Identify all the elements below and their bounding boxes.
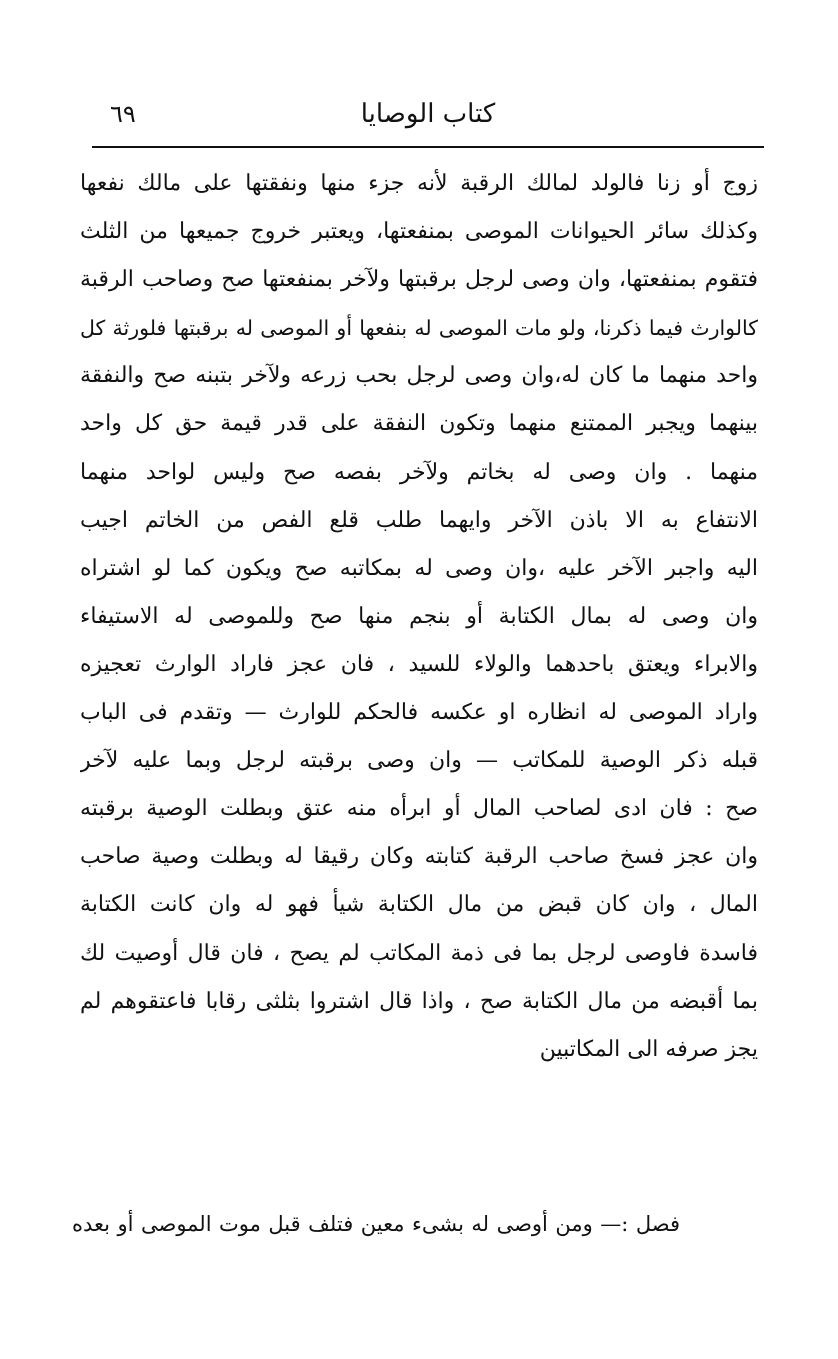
text-line: فاسدة فاوصى لرجل بما فى ذمة المكاتب لم يصح ، فان قال أوصيت لك	[80, 940, 758, 966]
running-title: كتاب الوصايا	[360, 99, 496, 129]
text-line: الانتفاع به الا باذن الآخر وايهما طلب قلع الفص من الخاتم اجيب	[80, 507, 758, 533]
text-line: واراد الموصى له انظاره او عكسه فالحكم للوارث — وتقدم فى الباب	[80, 700, 758, 726]
text-line: وان عجز فسخ صاحب الرقبة كتابته وكان رقيقا له وبطلت وصية صاحب	[80, 844, 758, 870]
text-line: يجز صرفه الى المكاتبين	[539, 1036, 758, 1062]
text-line: وكذلك سائر الحيوانات الموصى بمنفعتها، ويعتبر خروج جميعها من الثلث	[80, 219, 758, 245]
section-heading-line: فصل :— ومن أوصى له بشىء معين فتلف قبل موت الموصى أو بعده	[72, 1212, 680, 1236]
text-line: بينهما ويجبر الممتنع منهما وتكون النفقة على قدر قيمة حق كل واحد	[80, 411, 758, 437]
text-line: واحد منهما ما كان له،وان وصى لرجل بحب زرعه ولآخر بتبنه صح والنفقة	[80, 363, 758, 389]
text-line: زوج أو زنا فالولد لمالك الرقبة لأنه جزء منها ونفقتها على مالك نفعها	[80, 171, 758, 196]
header-rule	[92, 146, 764, 148]
page-number: ٦٩	[110, 100, 136, 128]
text-line: فتقوم بمنفعتها، وان وصى لرجل برقبتها ولآخر بمنفعتها صح وصاحب الرقبة	[80, 267, 758, 293]
text-line: اليه واجبر الآخر عليه ،وان وصى له بمكاتبه صح ويكون كما لو اشتراه	[80, 555, 758, 581]
text-line: المال ، وان كان قبض من مال الكتابة شيأ فهو له وان كانت الكتابة	[80, 892, 758, 918]
text-line: وان وصى له بمال الكتابة أو بنجم منها صح وللموصى له الاستيفاء	[80, 603, 758, 629]
text-line: والابراء ويعتق باحدهما والولاء للسيد ، فان عجز فاراد الوارث تعجيزه	[80, 651, 758, 677]
text-line: كالوارث فيما ذكرنا، ولو مات الموصى له بنفعها أو الموصى له برقبتها فلورثة كل	[80, 316, 758, 341]
text-line: قبله ذكر الوصية للمكاتب — وان وصى برقبته لرجل وبما عليه لآخر	[80, 748, 758, 774]
text-line: منهما . وان وصى له بخاتم ولآخر بفصه صح وليس لواحد منهما	[80, 459, 758, 485]
page-header	[92, 92, 764, 144]
text-line: بما أقبضه من مال الكتابة صح ، واذا قال اشتروا بثلثى رقابا فاعتقوهم لم	[80, 988, 758, 1014]
body-text	[80, 160, 758, 1074]
text-line: صح : فان ادى لصاحب المال أو ابرأه منه عتق وبطلت الوصية برقبته	[80, 796, 758, 822]
